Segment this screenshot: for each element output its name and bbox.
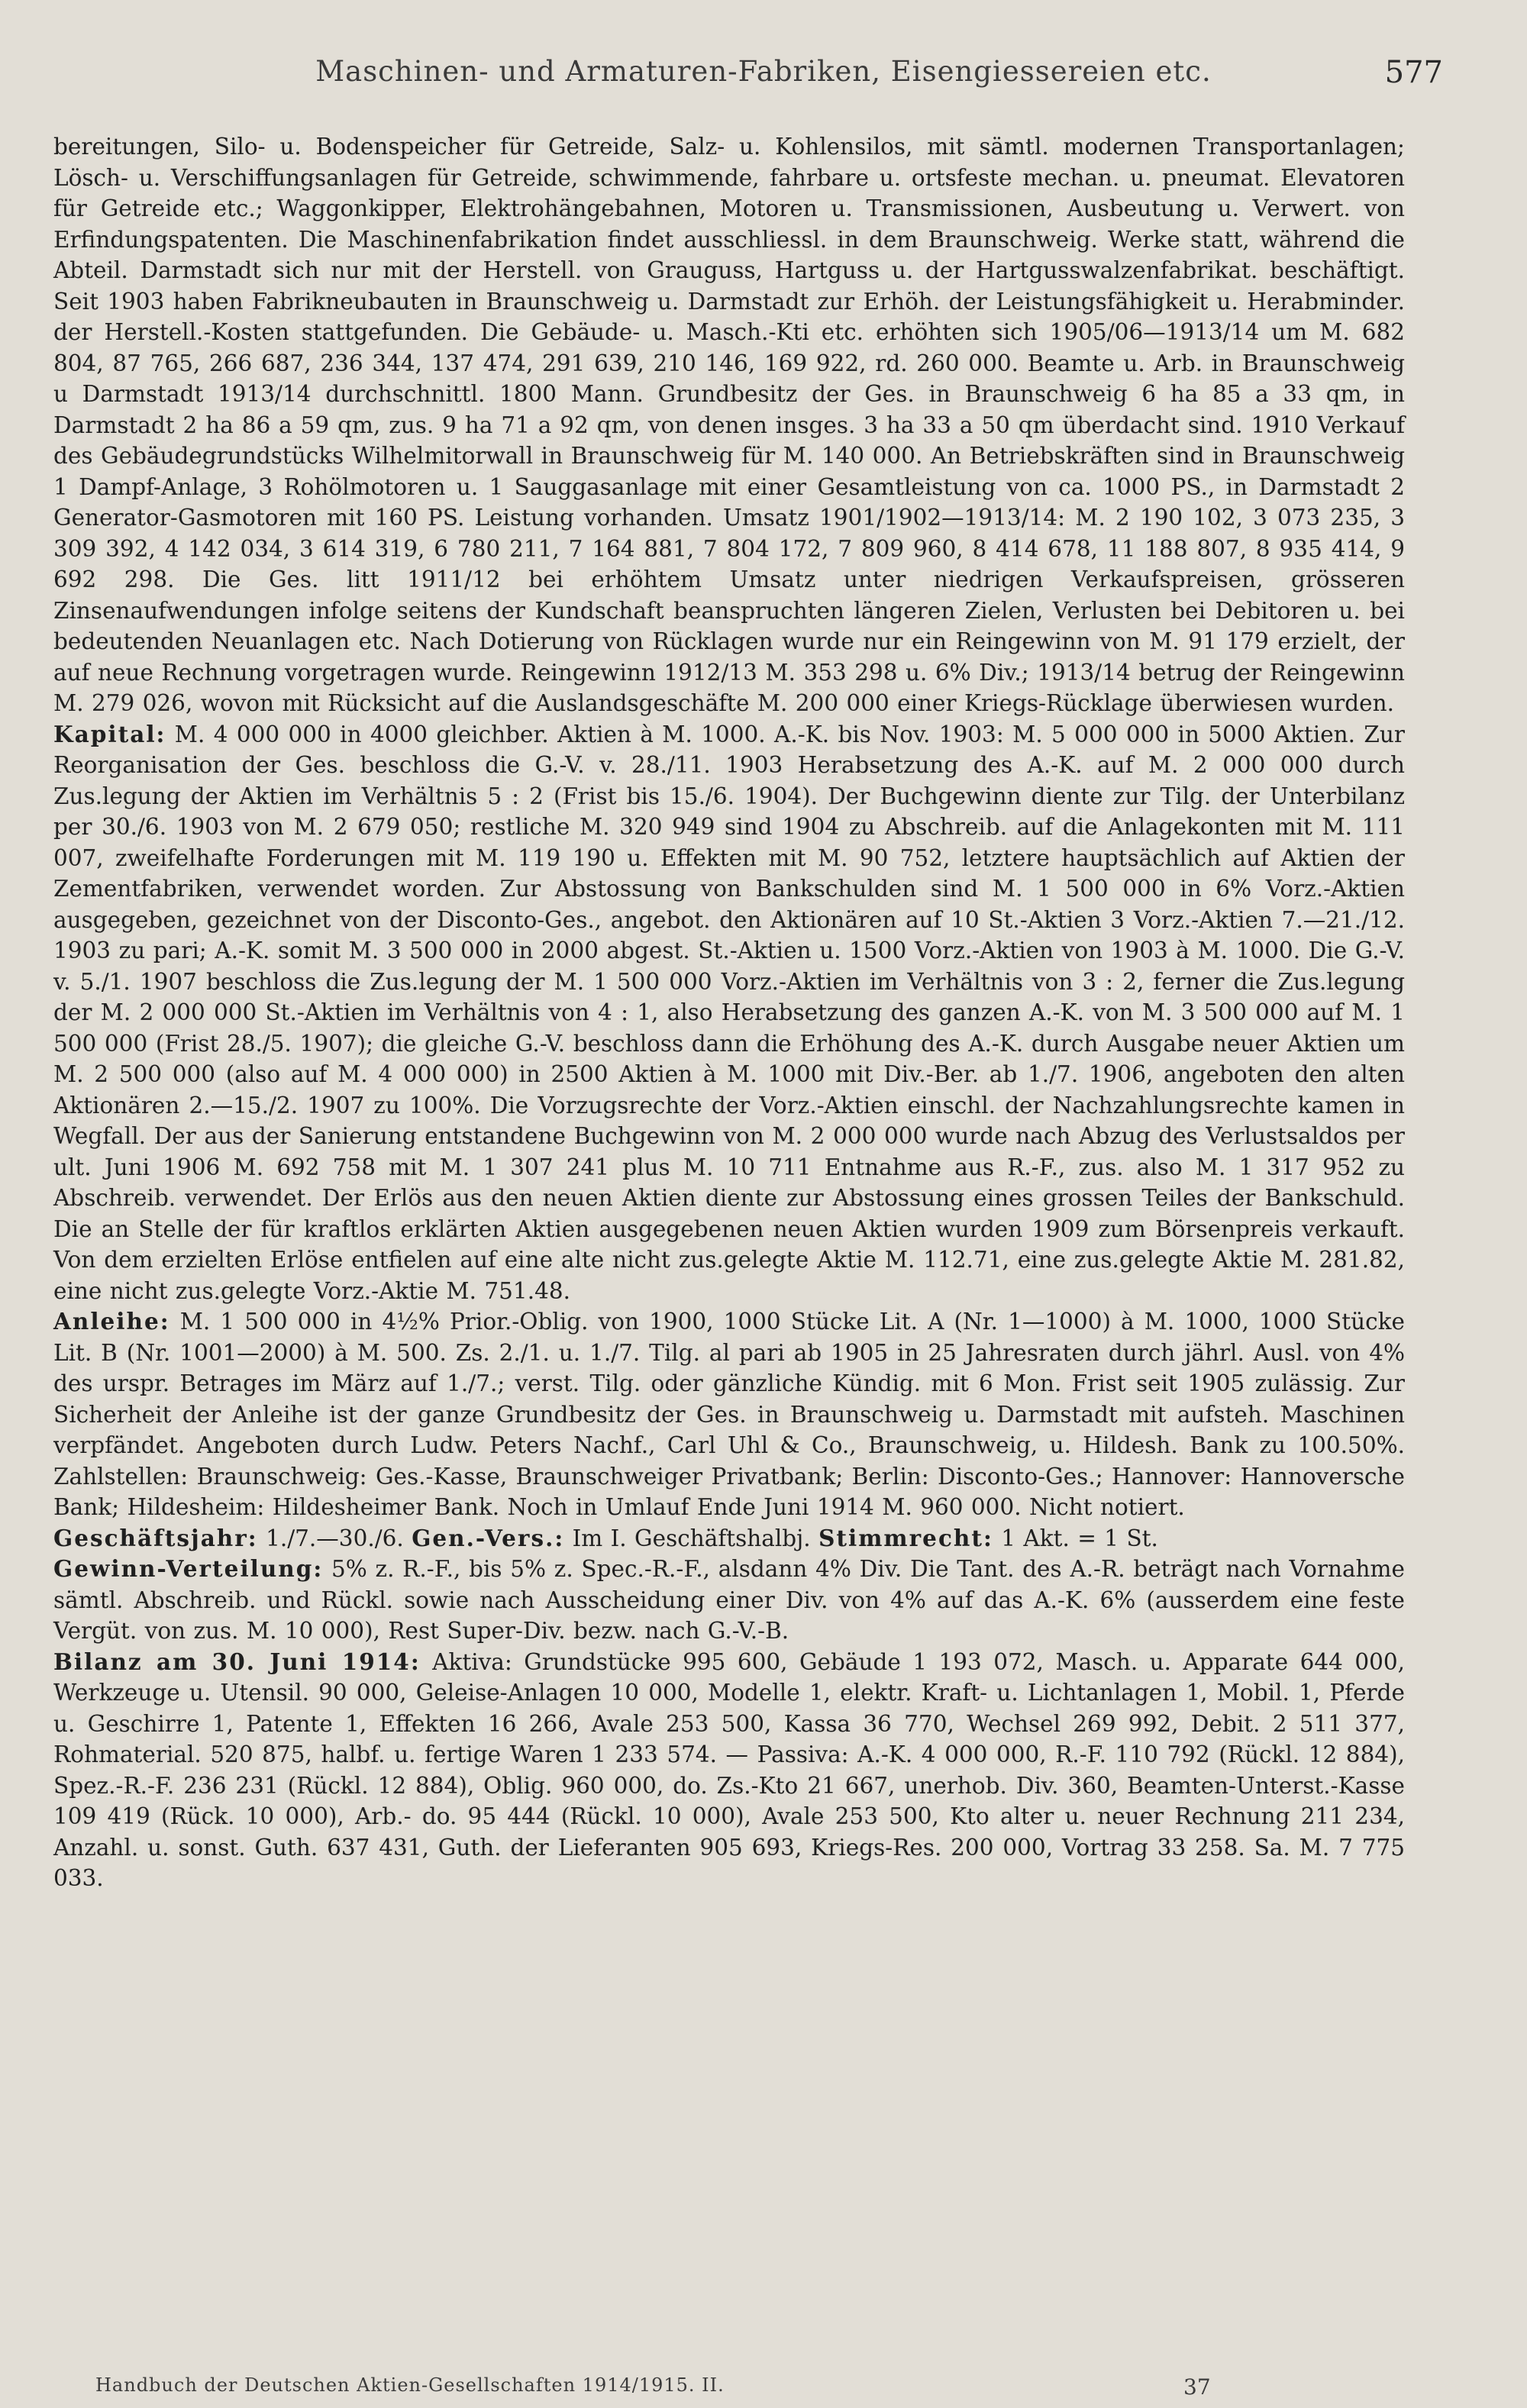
footer-title: Handbuch der Deutschen Aktien-Gesellschaften 1914/1915. II.	[95, 2374, 725, 2396]
running-head: Maschinen- und Armaturen-Fabriken, Eisengiessereien etc.	[315, 55, 1212, 88]
stimmrecht-heading: Stimmrecht:	[818, 1524, 993, 1551]
geschaeftsjahr-text: 1./7.—30./6.	[266, 1525, 404, 1551]
page-header	[0, 55, 1527, 101]
page-number: 577	[1384, 55, 1443, 90]
stimmrecht-text: 1 Akt. = 1 St.	[1001, 1525, 1158, 1551]
geschaeftsjahr-heading: Geschäftsjahr:	[53, 1524, 258, 1551]
anleihe-heading: Anleihe:	[53, 1308, 170, 1335]
gewinn-heading: Gewinn-Verteilung:	[53, 1555, 324, 1582]
genvers-text: Im I. Geschäftshalbj.	[572, 1525, 811, 1551]
paragraph-anleihe	[53, 1306, 1405, 1523]
kapital-heading: Kapital:	[53, 720, 166, 747]
paragraph-bilanz	[53, 1647, 1405, 1894]
paragraph-gewinn-verteilung	[53, 1554, 1405, 1647]
gewinn-text: 5% z. R.-F., bis 5% z. Spec.-R.-F., alsdann 4% Div. Die Tant. des A.-R. beträgt nach Vornahme sämtl. Abschreib. und Rückl. sowie nach Ausscheidung einer Div. von 4% auf das A.-K. 6% (ausserdem eine feste Vergüt. von zus. M. 10 000), Rest Super-Div. bezw. nach G.-V.-B.	[53, 1556, 1405, 1644]
bilanz-heading: Bilanz am 30. Juni 1914:	[53, 1648, 421, 1675]
genvers-heading: Gen.-Vers.:	[412, 1524, 565, 1551]
paragraph-kapital	[53, 719, 1405, 1307]
paragraph-geschaeftsjahr	[53, 1523, 1405, 1554]
bilanz-text: Aktiva: Grundstücke 995 600, Gebäude 1 193 072, Masch. u. Apparate 644 000, Werkzeuge u. Utensil. 90 000, Geleise-Anlagen 10 000, Modelle 1, elektr. Kraft- u. Lichtanlagen 1, Mobil. 1, Pferde u. Geschirre 1, Patente 1, Effekten 16 266, Avale 253 500, Kassa 36 770, Wechsel 269 992, Debit. 2 511 377, Rohmaterial. 520 875, halbf. u. fertige Waren 1 233 574. — Passiva: A.-K. 4 000 000, R.-F. 110 792 (Rückl. 12 884), Spez.-R.-F. 236 231 (Rückl. 12 884), Oblig. 960 000, do. Zs.-Kto 21 667, unerhob. Div. 360, Beamten-Unterst.-Kasse 109 419 (Rück. 10 000), Arb.- do. 95 444 (Rückl. 10 000), Avale 253 500, Kto alter u. neuer Rechnung 211 234, Anzahl. u. sonst. Guth. 637 431, Guth. der Lieferanten 905 693, Kriegs-Res. 200 000, Vortrag 33 258. Sa. M. 7 775 033.	[53, 1648, 1405, 1891]
signature-mark: 37	[1183, 2374, 1211, 2400]
kapital-text: M. 4 000 000 in 4000 gleichber. Aktien à M. 1000. A.-K. bis Nov. 1903: M. 5 000 000 in 5000 Aktien. Zur Reorganisation der Ges. beschloss die G.-V. v. 28./11. 1903 Herabsetzung des A.-K. auf M. 2 000 000 durch Zus.legung der Aktien im Verhältnis 5 : 2 (Frist bis 15./6. 1904). Der Buchgewinn diente zur Tilg. der Unterbilanz per 30./6. 1903 von M. 2 679 050; restliche M. 320 949 sind 1904 zu Abschreib. auf die Anlagekonten mit M. 111 007, zweifelhafte Forderungen mit M. 119 190 u. Effekten mit M. 90 752, letztere hauptsächlich auf Aktien der Zementfabriken, verwendet worden. Zur Abstossung von Bankschulden sind M. 1 500 000 in 6% Vorz.-Aktien ausgegeben, gezeichnet von der Disconto-Ges., angebot. den Aktionären auf 10 St.-Aktien 3 Vorz.-Aktien 7.—21./12. 1903 zu pari; A.-K. somit M. 3 500 000 in 2000 abgest. St.-Aktien u. 1500 Vorz.-Aktien von 1903 à M. 1000. Die G.-V. v. 5./1. 1907 beschloss die Zus.legung der M. 1 500 000 Vorz.-Aktien im Verhältnis von 3 : 2, ferner die Zus.legung der M. 2 000 000 St.-Aktien im Verhältnis von 4 : 1, also Herabsetzung des ganzen A.-K. von M. 3 500 000 auf M. 1 500 000 (Frist 28./5. 1907); die gleiche G.-V. beschloss dann die Erhöhung des A.-K. durch Ausgabe neuer Aktien um M. 2 500 000 (also auf M. 4 000 000) in 2500 Aktien à M. 1000 mit Div.-Ber. ab 1./7. 1906, angeboten den alten Aktionären 2.—15./2. 1907 zu 100%. Die Vorzugsrechte der Vorz.-Aktien einschl. der Nachzahlungsrechte kamen in Wegfall. Der aus der Sanierung entstandene Buchgewinn von M. 2 000 000 wurde nach Abzug des Verlustsaldos per ult. Juni 1906 M. 692 758 mit M. 1 307 241 plus M. 10 711 Entnahme aus R.-F., zus. also M. 1 317 952 zu Abschreib. verwendet. Der Erlös aus den neuen Aktien diente zur Abstossung eines grossen Teiles der Bankschuld. Die an Stelle der für kraftlos erklärten Aktien ausgegebenen neuen Aktien wurden 1909 zum Börsenpreis verkauft. Von dem erzielten Erlöse entfielen auf eine alte nicht zus.gelegte Aktie M. 112.71, eine zus.gelegte Aktie M. 281.82, eine nicht zus.gelegte Vorz.-Aktie M. 751.48.	[53, 721, 1405, 1304]
paragraph-operations: bereitungen, Silo- u. Bodenspeicher für Getreide, Salz- u. Kohlensilos, mit sämtl. modernen Transportanlagen; Lösch- u. Verschiffungsanlagen für Getreide, schwimmende, fahrbare u. ortsfeste mechan. u. pneumat. Elevatoren für Getreide etc.; Waggonkipper, Elektrohängebahnen, Motoren u. Transmissionen, Ausbeutung u. Verwert. von Erfindungspatenten. Die Maschinenfabrikation findet ausschliessl. in dem Braunschweig. Werke statt, während die Abteil. Darmstadt sich nur mit der Herstell. von Grauguss, Hartguss u. der Hartgusswalzenfabrikat. beschäftigt. Seit 1903 haben Fabrikneubauten in Braunschweig u. Darmstadt zur Erhöh. der Leistungsfähigkeit u. Herabminder. der Herstell.-Kosten stattgefunden. Die Gebäude- u. Masch.-Kti etc. erhöhten sich 1905/06—1913/14 um M. 682 804, 87 765, 266 687, 236 344, 137 474, 291 639, 210 146, 169 922, rd. 260 000. Beamte u. Arb. in Braunschweig u Darmstadt 1913/14 durchschnittl. 1800 Mann. Grundbesitz der Ges. in Braunschweig 6 ha 85 a 33 qm, in Darmstadt 2 ha 86 a 59 qm, zus. 9 ha 71 a 92 qm, von denen insges. 3 ha 33 a 50 qm überdacht sind. 1910 Verkauf des Gebäudegrundstücks Wilhelmitorwall in Braunschweig für M. 140 000. An Betriebskräften sind in Braunschweig 1 Dampf-Anlage, 3 Rohölmotoren u. 1 Sauggasanlage mit einer Gesamtleistung von ca. 1000 PS., in Darmstadt 2 Generator-Gasmotoren mit 160 PS. Leistung vorhanden. Umsatz 1901/1902—1913/14: M. 2 190 102, 3 073 235, 3 309 392, 4 142 034, 3 614 319, 6 780 211, 7 164 881, 7 804 172, 7 809 960, 8 414 678, 11 188 807, 8 935 414, 9 692 298. Die Ges. litt 1911/12 bei erhöhtem Umsatz unter niedrigen Verkaufspreisen, grösseren Zinsenaufwendungen infolge seitens der Kundschaft beanspruchten längeren Zielen, Verlusten bei Debitoren u. bei bedeutenden Neuanlagen etc. Nach Dotierung von Rücklagen wurde nur ein Reingewinn von M. 91 179 erzielt, der auf neue Rechnung vorgetragen wurde. Reingewinn 1912/13 M. 353 298 u. 6% Div.; 1913/14 betrug der Reingewinn M. 279 026, wovon mit Rücksicht auf die Auslandsgeschäfte M. 200 000 einer Kriegs-Rücklage überwiesen wurden.	[53, 134, 1405, 716]
page-footer	[0, 2374, 1527, 2402]
anleihe-text: M. 1 500 000 in 4½% Prior.-Oblig. von 1900, 1000 Stücke Lit. A (Nr. 1—1000) à M. 1000, 1000 Stücke Lit. B (Nr. 1001—2000) à M. 500. Zs. 2./1. u. 1./7. Tilg. al pari ab 1905 in 25 Jahresraten durch jährl. Ausl. von 4% des urspr. Betrages im März auf 1./7.; verst. Tilg. oder gänzliche Kündig. mit 6 Mon. Frist seit 1905 zulässig. Zur Sicherheit der Anleihe ist der ganze Grundbesitz der Ges. in Braunschweig u. Darmstadt mit aufsteh. Maschinen verpfändet. Angeboten durch Ludw. Peters Nachf., Carl Uhl & Co., Braunschweig, u. Hildesh. Bank zu 100.50%. Zahlstellen: Braunschweig: Ges.-Kasse, Braunschweiger Privatbank; Berlin: Disconto-Ges.; Hannover: Hannoversche Bank; Hildesheim: Hildesheimer Bank. Noch in Umlauf Ende Juni 1914 M. 960 000. Nicht notiert.	[53, 1309, 1405, 1520]
page-body	[53, 131, 1405, 1894]
